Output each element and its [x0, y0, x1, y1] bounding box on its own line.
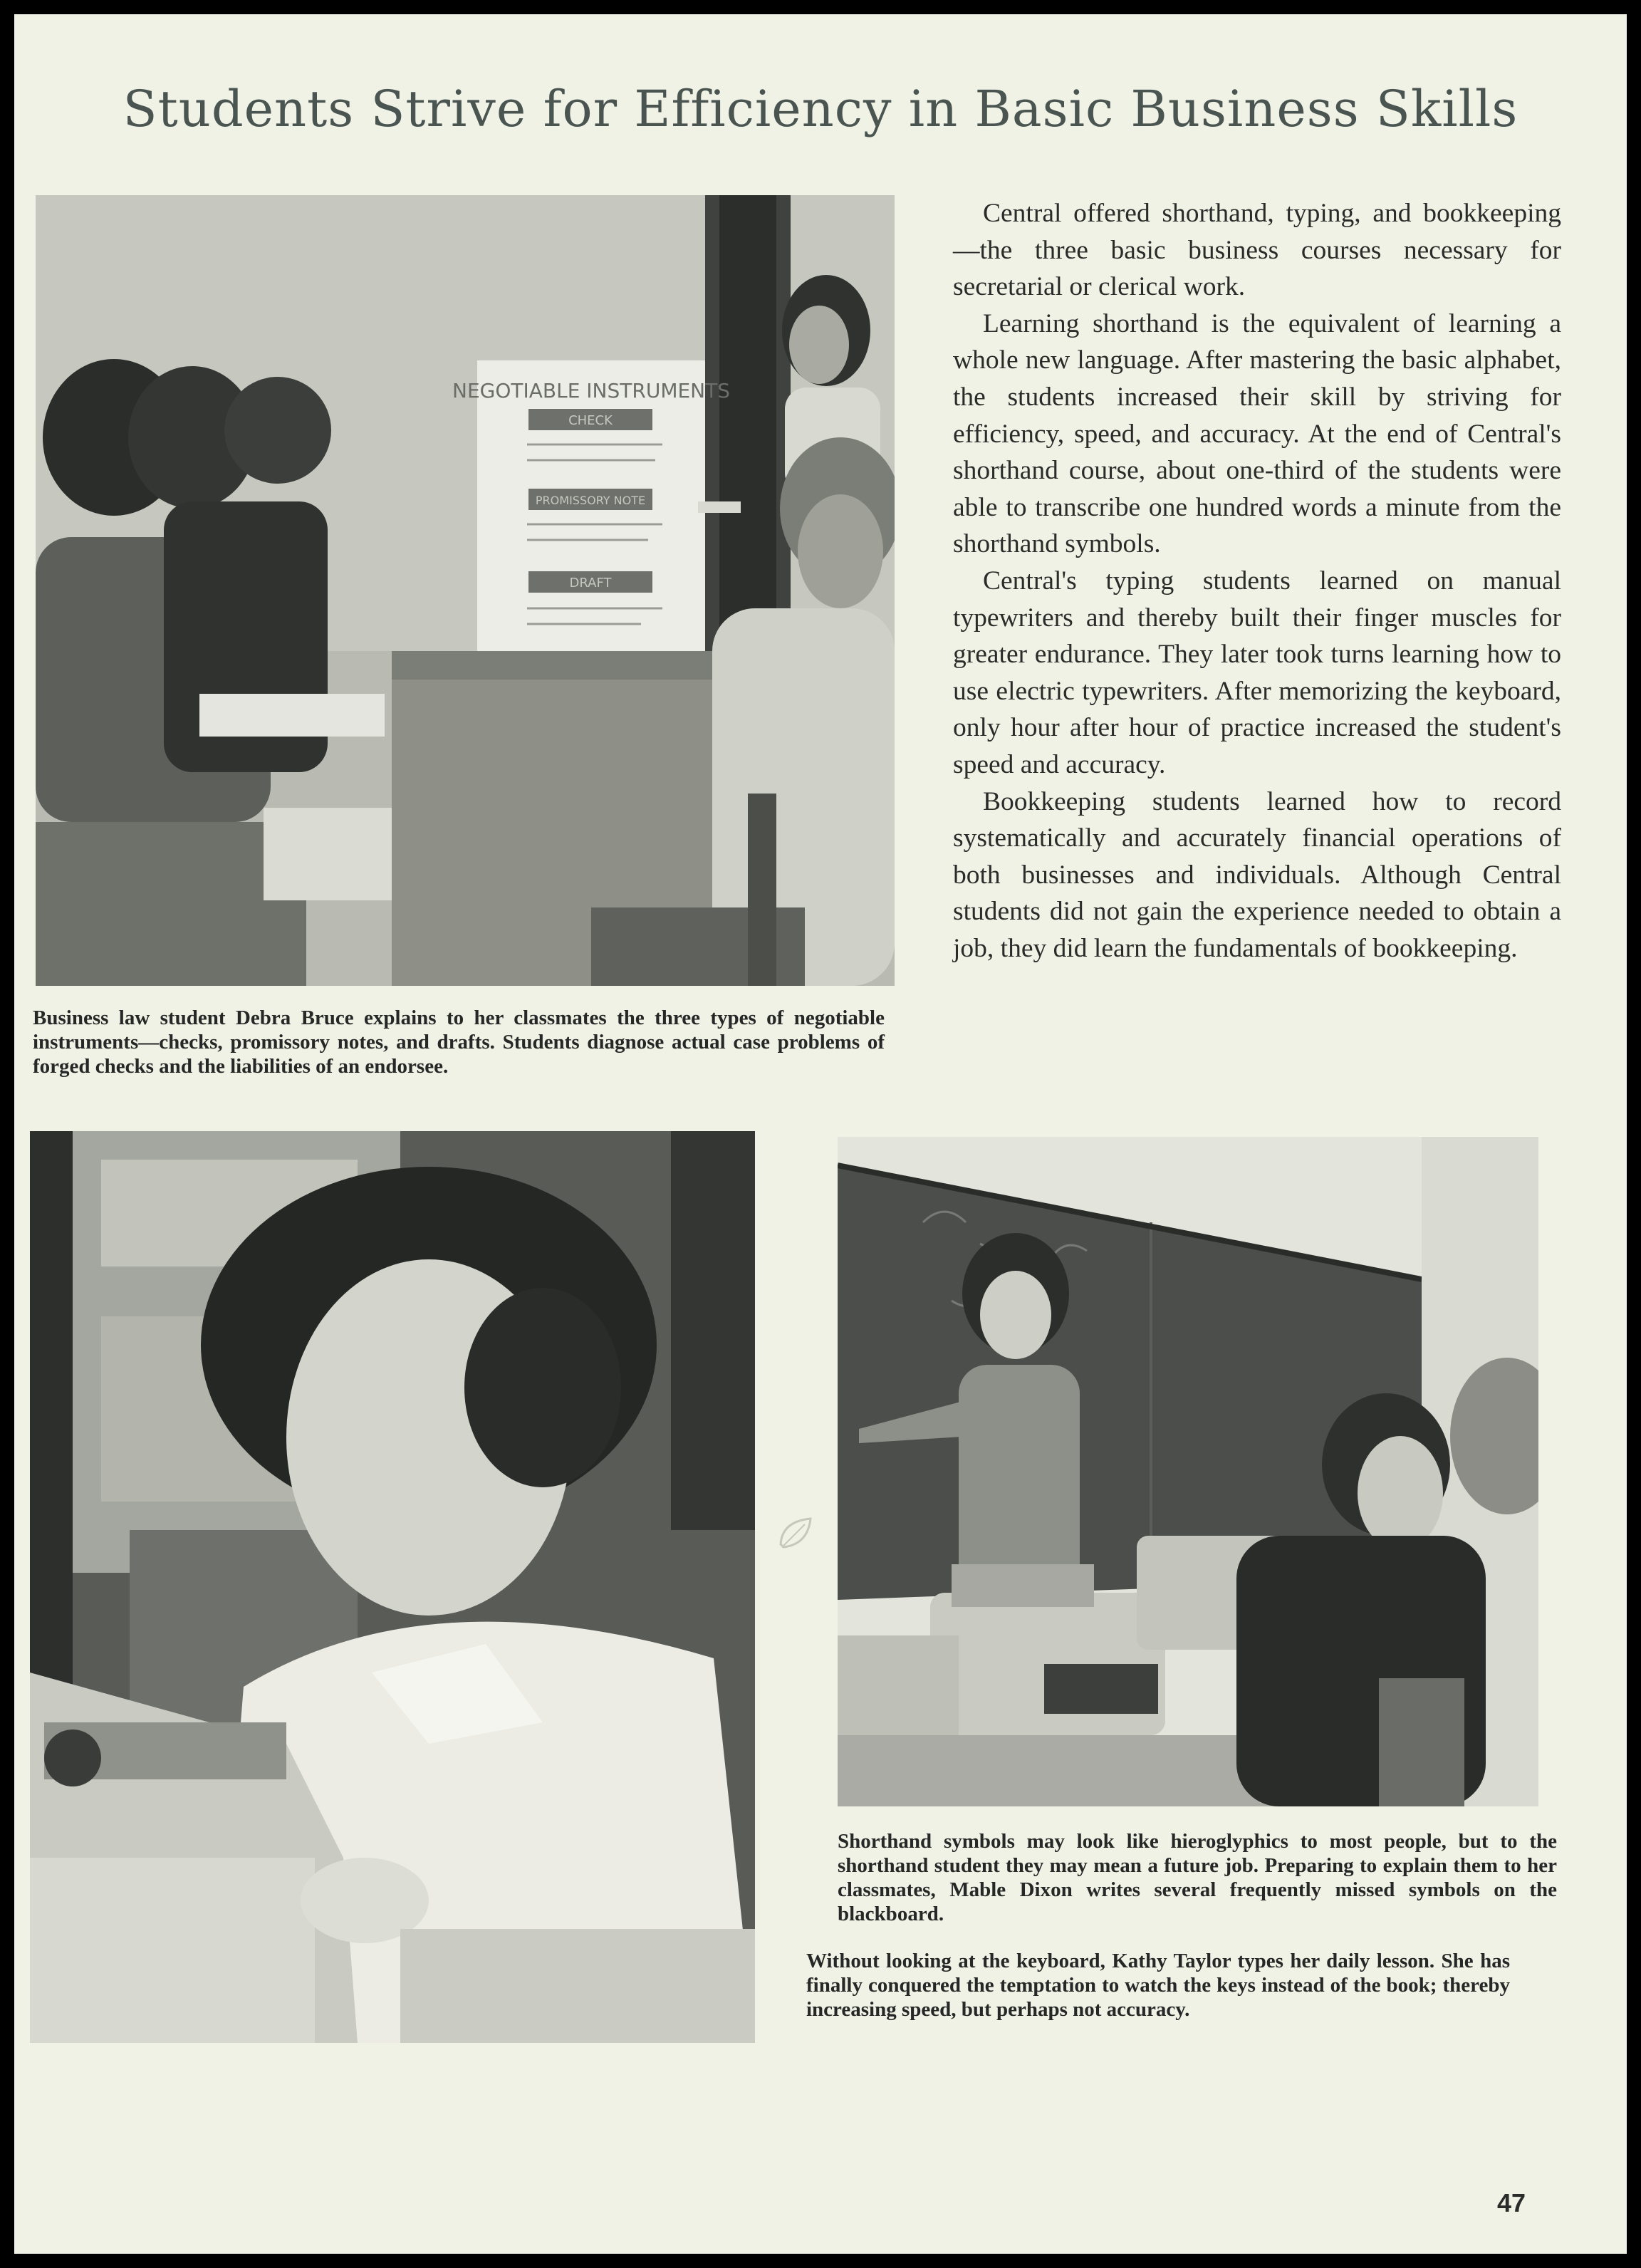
yearbook-page: [14, 14, 1627, 2254]
body-paragraph: Central's typing students learned on manual typewriters and thereby built their finger muscles for greater endurance. They later took turns learning how to use electric typewriters. After memorizing the keyboard, only hour after hour of practice increased the student's speed and accuracy.: [953, 566, 1561, 779]
leaf-ornament-icon: [776, 1513, 816, 1553]
body-paragraph: Central offered shorthand, typing, and bookkeeping—the three basic business courses necessary for secretarial or clerical work.: [953, 199, 1561, 302]
typing-photo: [30, 1131, 755, 2043]
page-number: 47: [1497, 2188, 1526, 2217]
poster-title: NEGOTIABLE INSTRUMENTS: [452, 379, 730, 402]
shorthand-photo: [838, 1137, 1538, 1806]
business-law-caption: Business law student Debra Bruce explains to her classmates the three types of negotiable instruments—checks, promissory notes, and drafts. Students diagnose actual case problems of forged checks and the liabilities of an endorsee.: [33, 1006, 885, 1078]
poster-section-check: CHECK: [568, 413, 613, 428]
article-body: [953, 195, 1561, 967]
business-law-photo: [36, 195, 895, 986]
body-paragraph: Bookkeeping students learned how to record systematically and accurately financial operations of both businesses and individuals. Although Central students did not gain the experience needed to obtain a job, they did learn the fundamentals of bookkeeping.: [953, 786, 1561, 963]
shorthand-caption: Shorthand symbols may look like hieroglyphics to most people, but to the shorthand student they may mean a future job. Preparing to explain them to her classmates, Mable Dixon writes several frequently missed symbols on the blackboard.: [838, 1830, 1557, 1925]
poster-section-promissory-note: PROMISSORY NOTE: [535, 494, 646, 507]
page-title: Students Strive for Efficiency in Basic Business Skills: [123, 80, 1518, 138]
body-paragraph: Learning shorthand is the equivalent of learning a whole new language. After mastering the basic alphabet, the students increased their skill by striving for efficiency, speed, and accuracy. At the end of Central's shorthand course, about one-third of the students were able to transcribe one hundred words a minute from the shorthand symbols.: [953, 308, 1561, 559]
typing-caption: Without looking at the keyboard, Kathy Taylor types her daily lesson. She has finally conquered the temptation to watch the keys instead of the book; thereby increasing speed, but perhaps not accuracy.: [806, 1950, 1510, 2021]
poster-section-draft: DRAFT: [569, 576, 612, 591]
